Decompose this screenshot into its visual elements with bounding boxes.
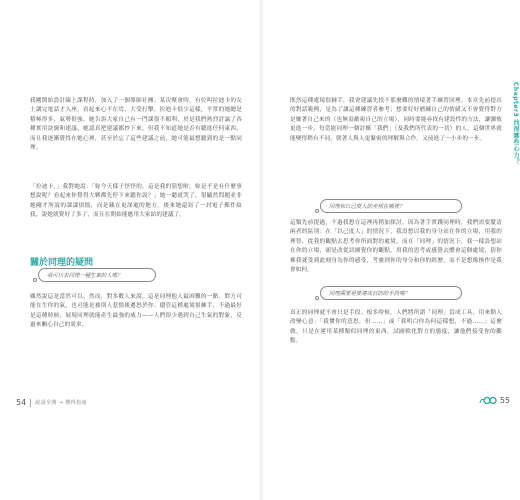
question-bubble: 我可以表同理一種生氣的人嗎？ xyxy=(38,268,156,282)
bubble-tail-dot xyxy=(315,209,319,213)
right-paragraph-3: 真正的同理就不會只是手段。根多時候，人們將所謂「同理」當成工具，用來動人改變心意：「我懂你的意思，但……」或「我明白你為何這樣想，不過……」這麼做，只是在運用某種類似同理的東西，試圖軟化對方的態度，讓他們接受你的觀點。 xyxy=(290,310,502,345)
right-page xyxy=(262,0,520,500)
left-footer xyxy=(16,398,87,407)
page-number-right: 55 xyxy=(499,396,510,405)
book-title-footer: 說話全開 → 獲得指南 xyxy=(35,400,87,406)
chapter-tab: Chapter3 找得哪些心力？ xyxy=(512,82,519,166)
difference-bubble: 同理和以己度人的差別在哪裡？ xyxy=(320,199,462,213)
footer-divider xyxy=(30,399,31,407)
left-paragraph-2: 「拉迪卡，」我對她說：「妳今天樣子怪怪的。這是我的猜想啦，妳是不是有什麼事想說呢？看起來你覺得大夥都先停下來聽你說？」她一聽就哭了，很顯然問題並非她剛才所說的課課煩惱，而是藏在更深處的地方。後來她還寫了一封電子郵件給我，說她就覺好了多了，而且在開始能應用大家給的建議了。 xyxy=(30,184,242,219)
section-heading: 關於同理的疑問 xyxy=(30,258,94,268)
right-paragraph-2: 這類先前提過，不過我想在這裡再稍加探討，因為著手實踐同理時，我們需要釐清兩者的區別：在「以己度人」的情況下，我設想以我的身分站在你的立場，用我的理智、從我的觀點去思考你所面對的處境。而在「同理」的情況下，我一樣設想站在你的立場，卻是改從試圖覺你的觀點，用我的思考或感覺去體會這個處境，猜你佛我就受到此刻身為你的感受，考慮到你的身分和你的經歷，而不是想像換作是我會如何。 xyxy=(290,220,502,274)
infinity-logo-icon xyxy=(479,396,497,405)
bubble-tail-dot xyxy=(33,278,37,282)
right-paragraph-1: 既然這種處境很棘手，我會建議先找不那麼難的情境著手練習同理。本章先前提出的對話範例，是為了讓這種練習者參考；想要好好磨練自己的情緒又不會覺得對方是嫌著自己來的（也無須敵視自己的立場），同時要能尋找有建設性的方法，讓彌彼更進一步。每當能同理一個討厭「我們」（及我們所代表的一切）的人，這個世界就能變得稍有不同，朝著人與人更緊密的理解與合作，又前進了一小步的一步。 xyxy=(290,98,502,142)
page-number-left: 54 xyxy=(16,398,27,407)
right-footer xyxy=(479,396,510,405)
left-paragraph-1: 我剛開始設計線上課程時，加入了一個導師社團。某次聚會時，有位叫拉迪卡的女士講完電話才入座，看起來心不在焉、大受打擊。拉迪卡很少這樣，平常的她總是積極得多，氣勢很強。她告訴大家自己有一門課很不順利，於是我們熱烈討論了各種實用訣竅和建議。她認真把建議都抄下來，但我不知道她是否有聽進任何東西，而且我逐漸覺得在她心裡，甚至於忘了這些建議之前，她可能最想聽到的是一點同理。 xyxy=(30,98,242,152)
bubble-tail-dot xyxy=(315,296,319,300)
left-paragraph-3: 雖然說這是當然可以，然而，對多數人來說，這是同理他人最困難的一點。對方可能在生你的氣，也可能是被別人惹惱後遷怒於你。儘管這種處境很棘手，不過最好是這種時候，展現同理就能產生最強的威力——人們很少遇到自己生氣的對象，反過來關心自己的需求。 xyxy=(30,294,242,329)
means-bubble: 同理需要是要達成目的的手段嗎？ xyxy=(320,286,462,300)
